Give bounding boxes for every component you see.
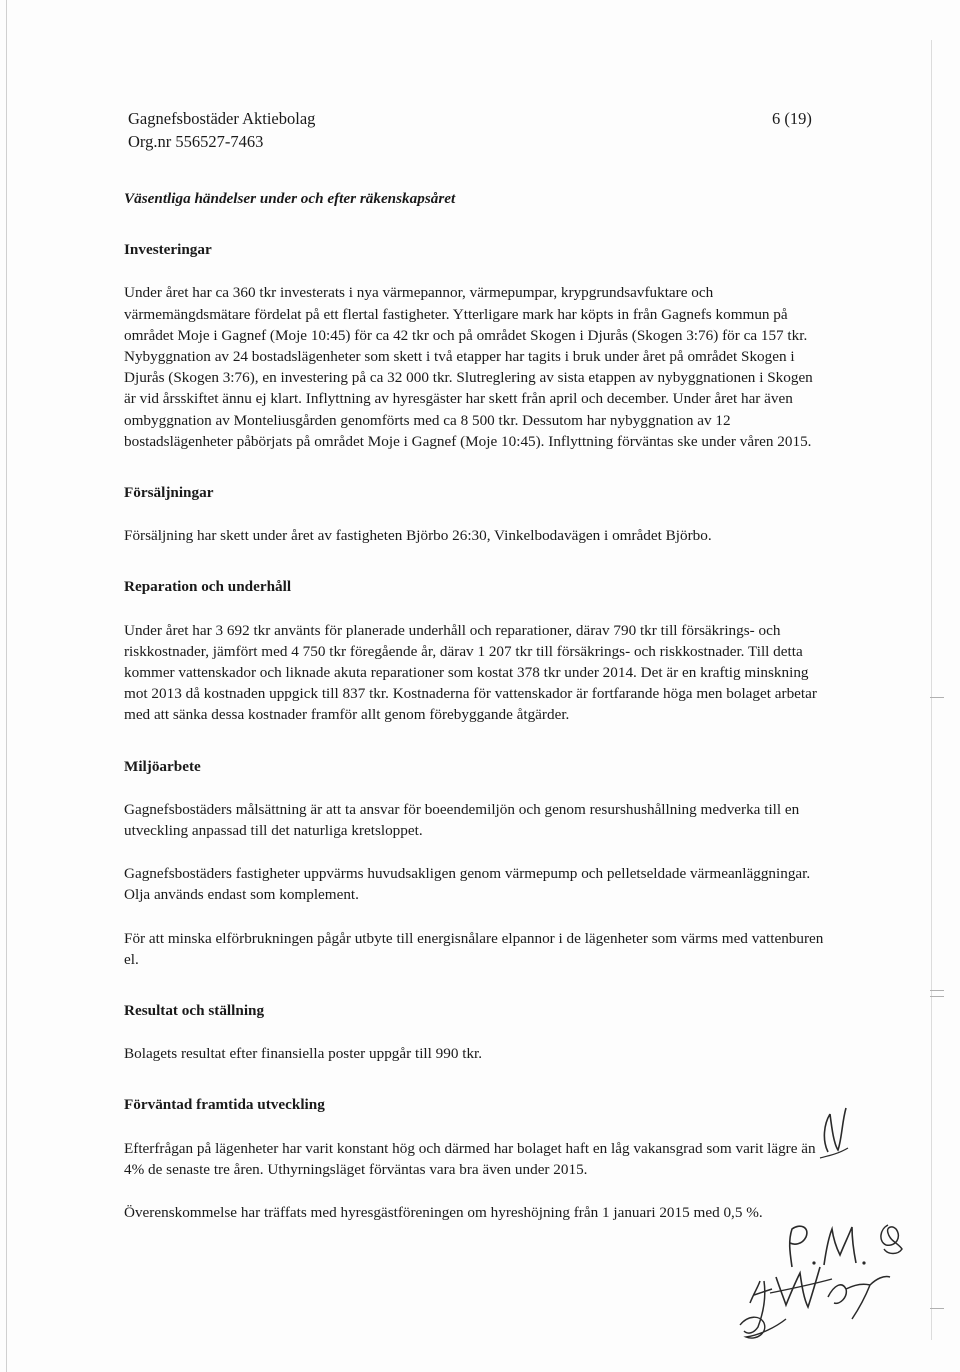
paragraph-investeringar: Under året har ca 360 tkr investerats i nya värmepannor, värmepumpar, krypgrundsavfuktare och värmemängdsmätare fördelat på ett flertal fastigheter. Ytterligare mark har köpts in från Gagnefs kommun på området Moje i Gagnef (Moje 10:45) för ca 42 tkr och på området Skogen i Djurås (Skogen 3:76) för ca 157 tkr. Nybyggnation av 24 bostadslägenheter som skett i två etapper har tagits i bruk under året på området Skogen i Djurås (Skogen 3:76), en investering på ca 32 000 tkr. Slutreglering av sista etappen av nybyggnationen i Skogen är vid årsskiftet ännu ej klart. Inflyttning av hyresgäster har skett från april och december. Under året har även ombyggnation av Monteliusgården genomförts med ca 8 500 tkr. Dessutom har nybyggnation av 12 bostadslägenheter påbörjats på området Moje i Gagnef (Moje 10:45). Inflyttning förväntas ske under våren 2015. bbox=[124, 284, 813, 450]
document-body bbox=[124, 188, 824, 1249]
org-number: Org.nr 556527-7463 bbox=[128, 132, 264, 151]
page-header bbox=[128, 107, 315, 153]
paragraph-framtida-2: Överenskommelse har träffats med hyresgästföreningen om hyreshöjning från 1 januari 2015 med 0,5 %. bbox=[124, 1204, 763, 1222]
paragraph-miljo-1: Gagnefsbostäders målsättning är att ta ansvar för boeendemiljön och genom resurshushållning medverka till en utveckling anpassad till det naturliga kretsloppet. bbox=[124, 800, 800, 840]
handwritten-initials-inline bbox=[808, 1100, 858, 1160]
page-number: 6 (19) bbox=[772, 109, 812, 128]
company-name: Gagnefsbostäder Aktiebolag bbox=[128, 109, 316, 128]
paragraph-framtida-1: Efterfrågan på lägenheter har varit konstant hög och därmed har bolaget haft en låg vakansgrad som varit lägre än 4% de senaste tre åren. Uthyrningsläget förväntas vara bra även under 2015. bbox=[124, 1139, 816, 1178]
paragraph-resultat: Bolagets resultat efter finansiella poster uppgår till 990 tkr. bbox=[124, 1045, 483, 1063]
heading-framtida: Förväntad framtida utveckling bbox=[124, 1096, 325, 1114]
heading-reparation: Reparation och underhåll bbox=[124, 578, 292, 596]
scan-edge-right bbox=[931, 40, 932, 1340]
scan-edge-left bbox=[6, 0, 7, 1372]
handwritten-signatures bbox=[720, 1215, 920, 1345]
paragraph-forsaljningar: Försäljning har skett under året av fastigheten Björbo 26:30, Vinkelbodavägen i området Björbo. bbox=[124, 527, 712, 545]
section-title: Väsentliga händelser under och efter räkenskapsåret bbox=[124, 190, 456, 207]
heading-investeringar: Investeringar bbox=[124, 241, 212, 259]
paragraph-miljo-2: Gagnefsbostäders fastigheter uppvärms huvudsakligen genom värmepump och pelletseldade värmeanläggningar. Olja används endast som komplement. bbox=[124, 865, 811, 904]
margin-mark bbox=[930, 996, 944, 997]
paragraph-miljo-3: För att minska elförbrukningen pågår utbyte till energisnålare elpannor i de lägenheter som värms med vattenburen el. bbox=[124, 929, 824, 968]
paragraph-reparation: Under året har 3 692 tkr använts för planerade underhåll och reparationer, därav 790 tkr till försäkrings- och riskkostnader, jämfört med 4 750 tkr föregående år, därav 1 207 tkr till försäkrings- och riskkostnader. Till detta kommer vattenskador och liknade akuta reparationer som kostat 378 tkr under 2014. Det är en kraftig minskning mot 2013 då kostnaden uppgick till 837 tkr. Kostnaderna för vattenskador är fortfarande höga men bolaget arbetar med att sänka dessa kostnader framför allt genom förebyggande åtgärder. bbox=[124, 621, 817, 724]
heading-forsaljningar: Försäljningar bbox=[124, 484, 214, 502]
margin-mark bbox=[930, 697, 944, 698]
heading-miljoarbete: Miljöarbete bbox=[124, 757, 201, 775]
heading-resultat: Resultat och ställning bbox=[124, 1002, 265, 1020]
margin-mark bbox=[930, 990, 944, 991]
margin-mark bbox=[930, 1308, 944, 1309]
